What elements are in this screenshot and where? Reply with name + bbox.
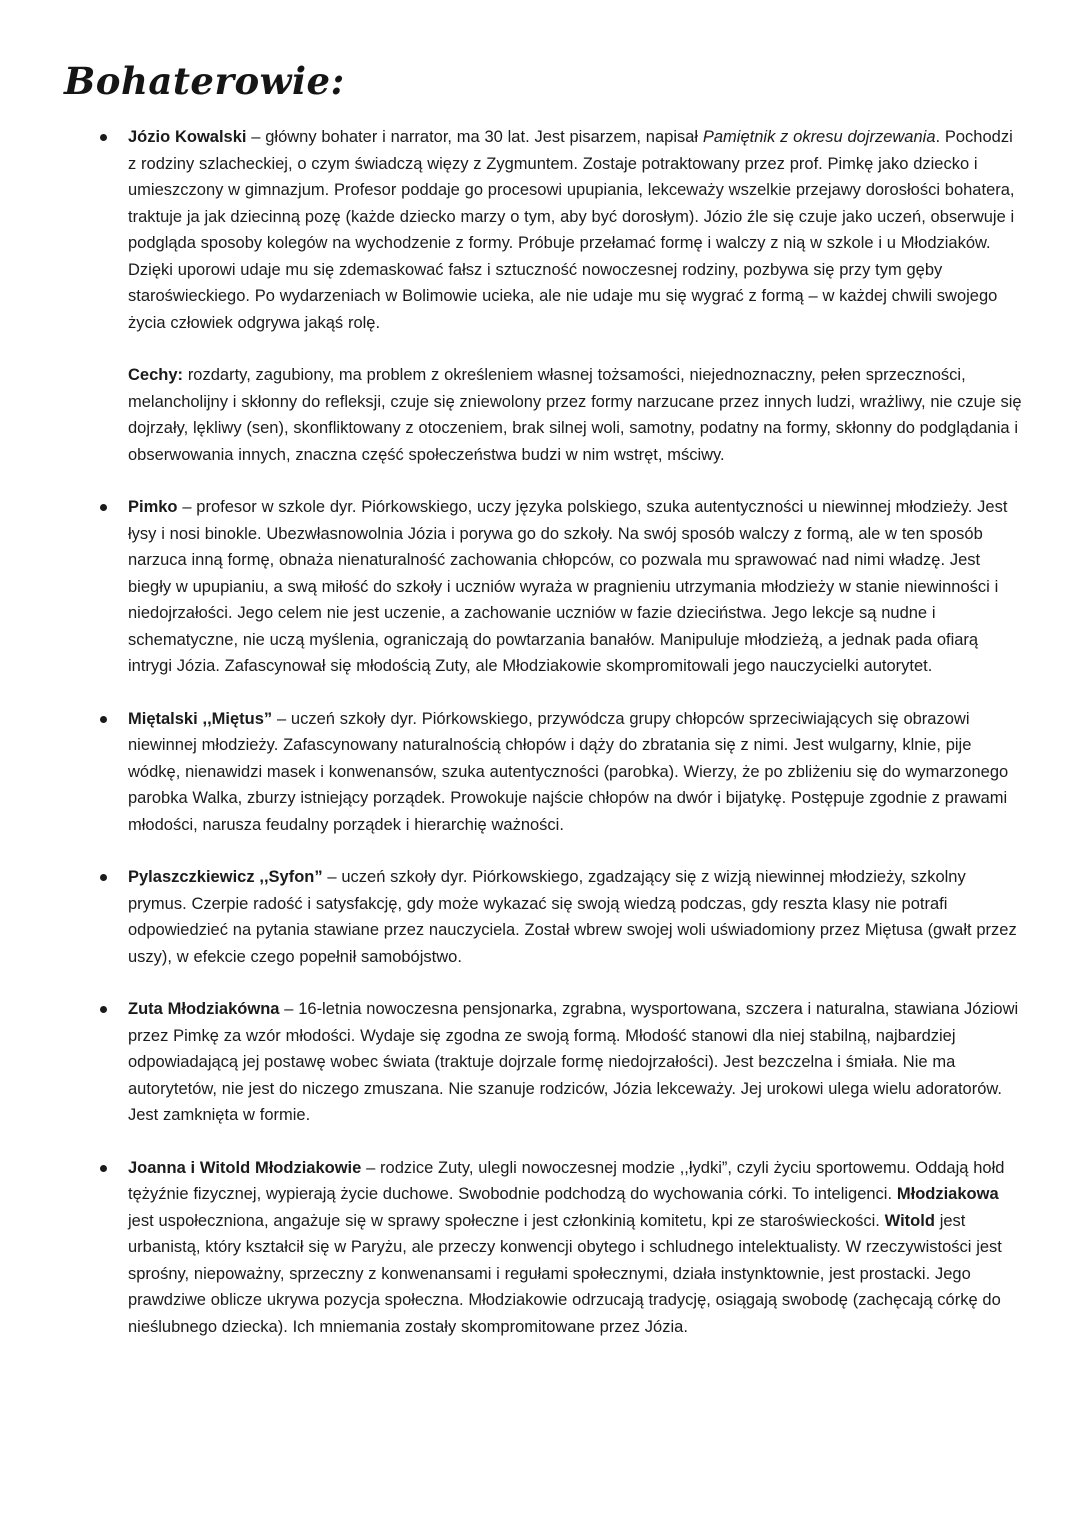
bullet-icon <box>100 494 128 706</box>
character-entry-text <box>128 706 1022 865</box>
character-entry-text <box>128 864 1022 996</box>
bullet-dot-icon <box>100 716 107 723</box>
traits-text: rozdarty, zagubiony, ma problem z określeniem własnej tożsamości, niejednoznaczny, pełen sprzeczności, melancholijny i skłonny do refleksji, czuje się zniewolony przez formy narzucane przez innych ludzi, wrażliwy, nie czuje się dojrzały, lękliwy (sen), skonfliktowany z otoczeniem, brak silnej woli, samotny, podatny na formy, skłonny do podglądania i obserwowania innych, znaczna część społeczeństwa budzi w nim wstręt, mściwy. <box>128 366 1022 464</box>
bullet-icon <box>100 864 128 996</box>
character-description <box>128 494 1022 680</box>
character-entry-text <box>128 1155 1022 1367</box>
character-entry-pylaszczkiewicz <box>100 864 1024 996</box>
character-name: Zuta Młodziakówna <box>128 1000 280 1018</box>
character-entry-text <box>128 494 1022 706</box>
character-traits <box>128 362 1022 468</box>
description-segment: – profesor w szkole dyr. Piórkowskiego, uczy języka polskiego, szuka autentyczności u niewinnej młodzieży. Jest łysy i nosi binokle. Ubezwłasnowolnia Józia i porywa go do szkoły. Na swój sposób walczy z formą, ale w ten sposób narzuca inną formę, obnaża nienaturalność zachowania chłopców, co pozwala mu sprawować nad nimi władzę. Jest biegły w upupianiu, a swą miłość do szkoły i uczniów wyraża w pragnieniu utrzymania młodzieży w stanie niewinności i niedojrzałości. Jego celem nie jest uczenie, a zachowanie uczniów w fazie dzieciństwa. Jego lekcje są nudne i schematyczne, nie uczą myślenia, ograniczają do powtarzania banałów. Manipuluje młodzieżą, a jednak pada ofiarą intrygi Józia. Zafascynował się młodością Zuty, ale Młodziakowie skompromitowali jego nauczycielki autorytet. <box>128 498 1008 675</box>
character-name: Pylaszczkiewicz ,,Syfon” <box>128 868 323 886</box>
character-name: Pimko <box>128 498 178 516</box>
character-name: Józio Kowalski <box>128 128 247 146</box>
description-segment: – 16-letnia nowoczesna pensjonarka, zgrabna, wysportowana, szczera i naturalna, stawiana Józiowi przez Pimkę za wzór młodości. Wydaje się zgodna ze swoją formą. Młodość stanowi dla niej stabilną, najbardziej odpowiadającą jej postawę wobec świata (traktuje dojrzale formę niedojrzałości). Jest bezczelna i śmiała. Nie ma autorytetów, nie jest do niczego zmuszana. Nie szanuje rodziców, Józia lekceważy. Jej urokowi ulega wielu adoratorów. Jest zamknięta w formie. <box>128 1000 1019 1124</box>
bullet-dot-icon <box>100 1165 107 1172</box>
book-title: Pamiętnik z okresu dojrzewania <box>702 128 936 146</box>
bullet-icon <box>100 706 128 865</box>
description-segment: jest uspołeczniona, angażuje się w sprawy społeczne i jest członkinią komitetu, kpi ze staroświeckości. <box>128 1211 885 1230</box>
bullet-dot-icon <box>100 1006 107 1013</box>
character-entry-mlodziakowie <box>100 1155 1024 1367</box>
character-list <box>64 124 1024 1366</box>
character-entry-jozio-kowalski <box>100 124 1024 494</box>
character-entry-text <box>128 124 1022 494</box>
character-name-witold: Witold <box>884 1211 935 1230</box>
bullet-icon <box>100 996 128 1155</box>
description-segment: jest urbanistą, który kształcił się w Paryżu, ale przeczy konwencji obytego i schludnego intelektualisty. W rzeczywistości jest sprośny, niepoważny, sprzeczny z konwenansami i regułami społecznymi, działa instynktownie, jest prostacki. Jego prawdziwe oblicze ukrywa pozycja społeczna. Młodziakowie odrzucają tradycję, osiągają swobodę (zachęcają córkę do nieślubnego dziecka). Ich mniemania zostały skompromitowane przez Józia. <box>128 1211 1002 1336</box>
character-name-mlodziakowa: Młodziakowa <box>896 1185 999 1203</box>
character-entry-pimko <box>100 494 1024 706</box>
description-segment: – główny bohater i narrator, ma 30 lat. Jest pisarzem, napisał <box>246 128 703 146</box>
character-name: Miętalski ,,Miętus” <box>128 709 273 728</box>
description-segment: – uczeń szkoły dyr. Piórkowskiego, przywódcza grupy chłopców sprzeciwiających się obrazowi niewinnej młodzieży. Zafascynowany naturalnością chłopów i dąży do zbratania się z nimi. Jest wulgarny, klnie, pije wódkę, nienawidzi masek i konwenansów, szuka autentyczności (parobka). Wierzy, że po zbliżeniu się do wymarzonego parobka Walka, zburzy istniejący porządek. Prowokuje najście chłopów na dwór i bijatykę. Postępuje zgodnie z prawami młodości, narusza feudalny porządek i hierarchię ważności. <box>128 709 1009 834</box>
bullet-dot-icon <box>100 134 107 141</box>
character-name: Joanna i Witold Młodziakowie <box>128 1158 362 1177</box>
character-description <box>128 996 1022 1129</box>
character-description <box>128 706 1022 839</box>
character-entry-mietalski <box>100 706 1024 865</box>
bullet-icon <box>100 1155 128 1367</box>
character-description <box>128 124 1022 336</box>
page-title: Bohaterowie: <box>64 59 345 103</box>
character-description <box>128 864 1022 970</box>
character-entry-text <box>128 996 1022 1155</box>
description-segment: . Pochodzi z rodziny szlacheckiej, o czym świadczą więzy z Zygmuntem. Zostaje potraktowany przez prof. Pimkę jako dziecko i umieszczony w gimnazjum. Profesor poddaje go procesowi upupiania, lekceważy wszelkie przejawy dorosłości bohatera, traktuje ja jak dziecinną pozę (każde dziecko marzy o tym, aby być dorosłym). Józio źle się czuje jako uczeń, obserwuje i podgląda sposoby kolegów na wychodzenie z formy. Próbuje przełamać formę i walczy z nią w szkole i u Młodziaków. Dzięki uporowi udaje mu się zdemaskować fałsz i sztuczność nowoczesnej rodziny, pozbywa się przy tym gęby staroświeckiego. Po wydarzeniach w Bolimowie ucieka, ale nie udaje mu się wygrać z formą – w każdej chwili swojego życia człowiek odgrywa jakąś rolę. <box>128 128 1015 332</box>
bullet-dot-icon <box>100 504 107 511</box>
character-entry-zuta <box>100 996 1024 1155</box>
bullet-dot-icon <box>100 874 107 881</box>
description-segment: – rodzice Zuty, ulegli nowoczesnej modzie ,,łydki”, czyli życiu sportowemu. Oddają hołd tężyźnie fizycznej, wypierają życie duchowe. Swobodnie podchodzą do wychowania córki. To inteligenci. <box>128 1158 1005 1203</box>
traits-label: Cechy: <box>128 366 184 384</box>
description-segment: – uczeń szkoły dyr. Piórkowskiego, zgadzający się z wizją niewinnej młodzieży, szkolny prymus. Czerpie radość i satysfakcję, gdy może wykazać się swoją wiedzą podczas, gdy reszta klasy nie potrafi odpowiedzieć na pytania stawiane przez nauczyciela. Został wbrew swojej woli uświadomiony przez Miętusa (gwałt przez uszy), w efekcie czego popełnił samobójstwo. <box>128 868 1017 966</box>
bullet-icon <box>100 124 128 494</box>
character-description <box>128 1155 1022 1341</box>
